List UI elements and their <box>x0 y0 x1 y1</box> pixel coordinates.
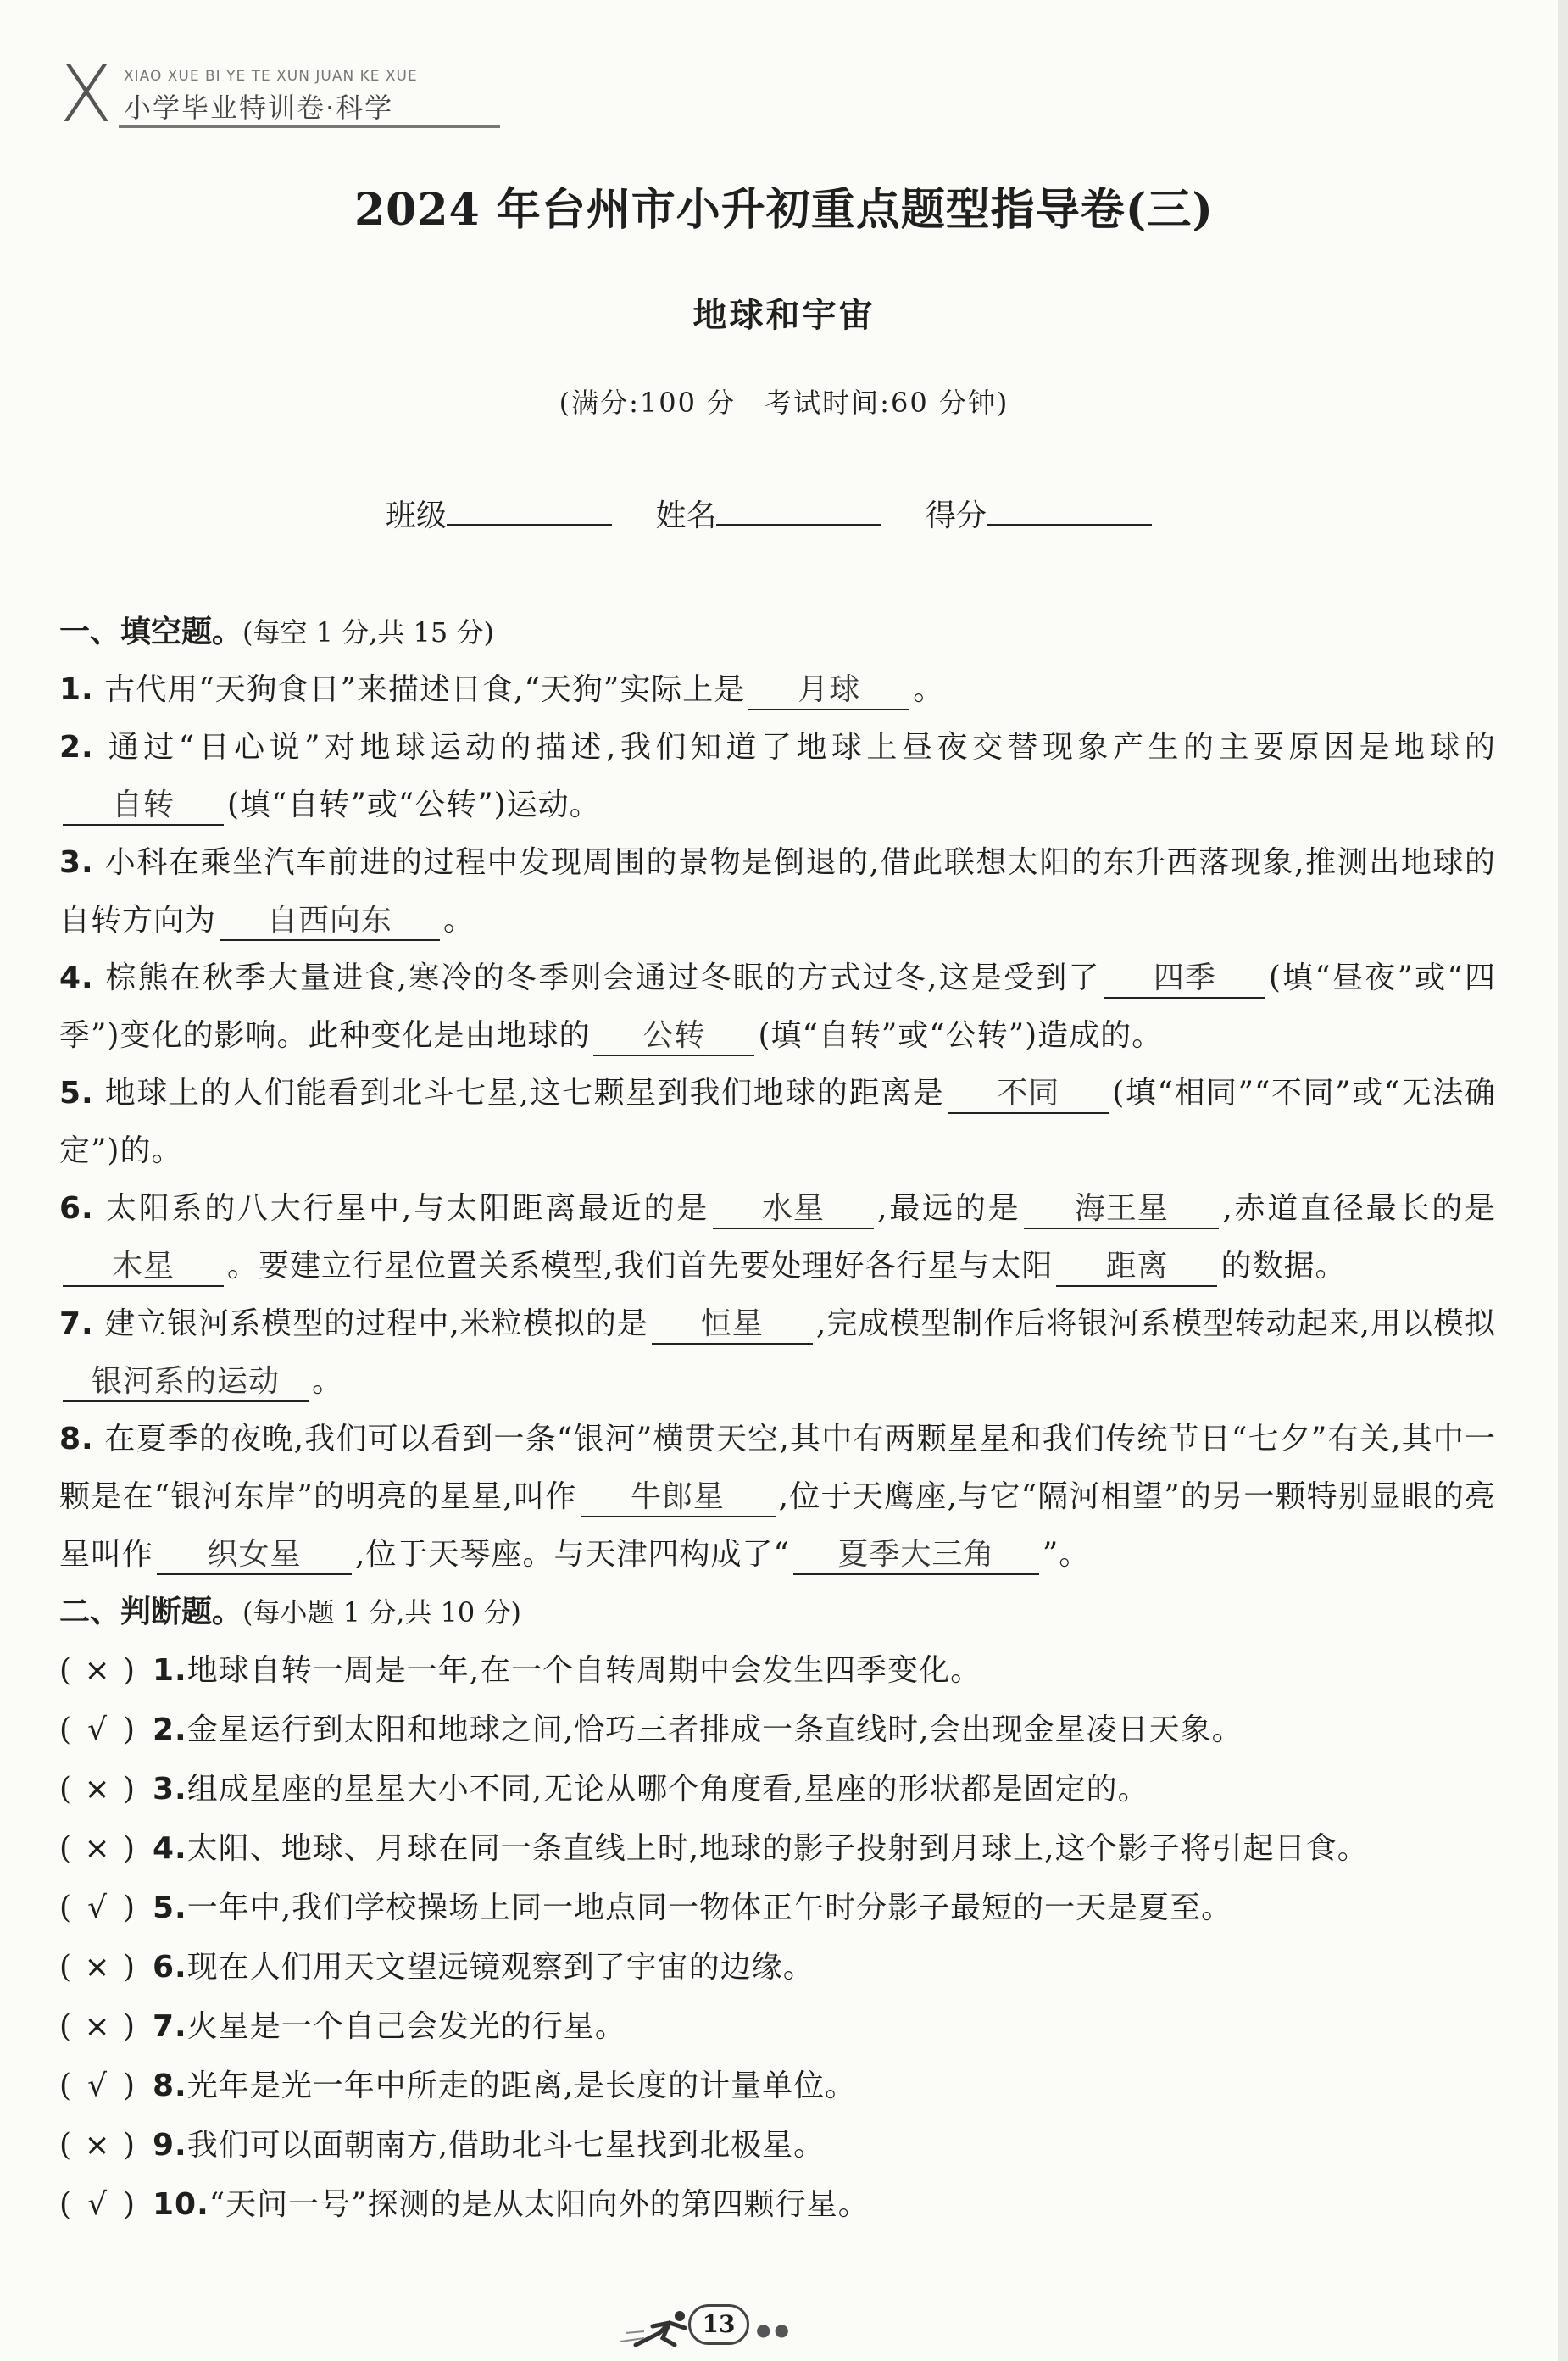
page-number: 13 <box>688 2304 749 2345</box>
question-text: ,完成模型制作后将银河系模型转动起来,用以模拟 <box>815 1306 1496 1341</box>
judge-number: 4. <box>153 1831 187 1866</box>
judge-text: 组成星座的星星大小不同,无论从哪个角度看,星座的形状都是固定的。 <box>186 1772 1149 1807</box>
question-text: 古代用“天狗食日”来描述日食,“天狗”实际上是 <box>104 672 746 707</box>
answer-blank[interactable]: 四季 <box>1104 960 1265 999</box>
judge-number: 1. <box>153 1653 187 1688</box>
judge-mark[interactable]: × <box>84 2128 111 2163</box>
answer-blank[interactable]: 恒星 <box>652 1306 813 1345</box>
question-text: ”。 <box>1042 1537 1091 1572</box>
judge-number: 2. <box>153 1712 187 1747</box>
question-text: 。 <box>443 903 475 938</box>
judge-mark[interactable]: × <box>84 1950 111 1985</box>
question-number: 4. <box>59 961 94 995</box>
judge-text: 地球自转一周是一年,在一个自转周期中会发生四季变化。 <box>186 1653 982 1688</box>
name-blank[interactable] <box>716 493 881 526</box>
judge-item: ( √ ) 8.光年是光一年中所走的距离,是长度的计量单位。 <box>59 2057 1496 2116</box>
judge-text: 光年是光一年中所走的距离,是长度的计量单位。 <box>186 2069 857 2103</box>
question-text: 小科在乘坐汽车前进的过程中发现周围的景物是倒退的,借此联想太阳的东升西落现象,推测出地球的自转方向为 <box>59 845 1496 938</box>
question-text: ,最远的是 <box>877 1191 1021 1226</box>
fill-question-7 <box>59 1295 1496 1411</box>
series-underline <box>119 125 500 128</box>
judge-number: 8. <box>153 2069 187 2103</box>
judge-item: ( × ) 1.地球自转一周是一年,在一个自转周期中会发生四季变化。 <box>59 1641 1496 1701</box>
judge-mark[interactable]: × <box>84 1653 111 1688</box>
answer-blank[interactable]: 距离 <box>1056 1248 1217 1287</box>
fill-question-3 <box>59 834 1496 949</box>
judge-number: 10. <box>153 2187 209 2222</box>
question-text: 。 <box>913 672 945 707</box>
fill-question-8 <box>59 1411 1496 1584</box>
section-fill-heading <box>59 604 1496 661</box>
judge-mark[interactable]: √ <box>87 2069 108 2103</box>
series-logo-letter: X <box>59 49 114 140</box>
class-label: 班级 <box>386 498 448 533</box>
judge-mark[interactable]: × <box>84 2009 111 2044</box>
question-number: 2. <box>59 730 94 765</box>
answer-blank[interactable]: 水星 <box>713 1190 874 1229</box>
judge-mark[interactable]: × <box>84 1831 111 1866</box>
judge-text: 太阳、地球、月球在同一条直线上时,地球的影子投射到月球上,这个影子将引起日食。 <box>186 1831 1369 1866</box>
answer-blank[interactable]: 月球 <box>748 671 909 710</box>
name-field <box>655 492 881 535</box>
question-text: (填“昼夜”或“四季”)变化的影响。此种变化是由地球的 <box>59 961 1497 1053</box>
question-number: 8. <box>59 1422 94 1456</box>
question-text: 。 <box>312 1364 344 1399</box>
fill-question-5 <box>59 1065 1496 1180</box>
question-number: 3. <box>59 845 94 880</box>
class-blank[interactable] <box>447 493 612 526</box>
fill-question-6 <box>59 1180 1496 1295</box>
judge-item: ( √ ) 2.金星运行到太阳和地球之间,恰巧三者排成一条直线时,会出现金星凌日天象。 <box>59 1701 1496 1760</box>
answer-blank[interactable]: 公转 <box>593 1017 754 1056</box>
question-number: 1. <box>59 672 94 707</box>
score-blank[interactable] <box>987 493 1152 526</box>
page-subtitle: 地球和宇宙 <box>692 296 876 335</box>
answer-blank[interactable]: 不同 <box>948 1075 1109 1114</box>
score-label: 得分 <box>925 498 987 533</box>
page-title: 2024 年台州市小升初重点题型指导卷(三) <box>353 184 1215 236</box>
question-number: 6. <box>59 1191 94 1226</box>
section-judge-title: 二、判断题。 <box>59 1595 243 1629</box>
judge-mark[interactable]: √ <box>87 1712 108 1747</box>
judge-mark[interactable]: √ <box>87 2187 108 2222</box>
series-header <box>59 49 534 140</box>
question-text: 在夏季的夜晚,我们可以看到一条“银河”横贯天空,其中有两颗星星和我们传统节日“七夕”有关,其中一颗是在“银河东岸”的明亮的星星,叫作 <box>59 1422 1496 1514</box>
answer-blank[interactable]: 夏季大三角 <box>793 1536 1039 1575</box>
exam-content <box>59 604 1496 2235</box>
class-field <box>386 492 612 535</box>
answer-blank[interactable]: 牛郎星 <box>581 1478 776 1517</box>
judge-text: 一年中,我们学校操场上同一地点同一物体正午时分影子最短的一天是夏至。 <box>186 1890 1233 1925</box>
judge-number: 6. <box>153 1950 187 1985</box>
question-text: (填“自转”或“公转”)造成的。 <box>758 1018 1164 1053</box>
question-text: 棕熊在秋季大量进食,寒冷的冬季则会通过冬眠的方式过冬,这是受到了 <box>105 961 1101 995</box>
series-pinyin: XIAO XUE BI YE TE XUN JUAN KE XUE <box>124 68 418 85</box>
question-number: 7. <box>59 1306 94 1341</box>
question-text: (填“相同”“不同”或“无法确定”)的。 <box>59 1076 1496 1168</box>
answer-blank[interactable]: 织女星 <box>157 1536 352 1575</box>
page-dots: ●● <box>756 2319 792 2340</box>
answer-blank[interactable]: 海王星 <box>1024 1190 1219 1229</box>
score-field <box>926 492 1152 535</box>
fill-question-4 <box>59 949 1496 1065</box>
fill-question-1 <box>59 661 1496 719</box>
question-text: ,位于天琴座。与天津四构成了“ <box>355 1537 790 1572</box>
judge-number: 7. <box>153 2009 187 2044</box>
question-text: ,位于天鹰座,与它“隔河相望”的另一颗特别显眼的亮星叫作 <box>59 1479 1496 1572</box>
question-text: 。要建立行星位置关系模型,我们首先要处理好各行星与太阳 <box>227 1249 1054 1284</box>
answer-blank[interactable]: 自西向东 <box>220 902 440 941</box>
question-text: 建立银河系模型的过程中,米粒模拟的是 <box>104 1306 648 1341</box>
section-fill-title: 一、填空题。 <box>59 615 243 649</box>
judge-item: ( × ) 3.组成星座的星星大小不同,无论从哪个角度看,星座的形状都是固定的。 <box>59 1760 1496 1819</box>
question-text: ,赤道直径最长的是 <box>1222 1191 1496 1226</box>
answer-blank[interactable]: 银河系的运动 <box>63 1363 309 1402</box>
question-text: 的数据。 <box>1220 1249 1347 1284</box>
judge-item: ( √ ) 5.一年中,我们学校操场上同一地点同一物体正午时分影子最短的一天是夏至。 <box>59 1879 1496 1938</box>
series-name: 小学毕业特训卷·科学 <box>124 92 394 124</box>
judge-number: 9. <box>153 2128 187 2163</box>
judge-text: “天问一号”探测的是从太阳向外的第四颗行星。 <box>209 2187 870 2222</box>
question-number: 5. <box>59 1076 94 1111</box>
fill-question-2 <box>59 719 1496 834</box>
judge-text: 我们可以面朝南方,借助北斗七星找到北极星。 <box>186 2128 826 2163</box>
judge-mark[interactable]: × <box>84 1772 111 1807</box>
section-judge-note: (每小题 1 分,共 10 分) <box>242 1596 521 1629</box>
judge-number: 5. <box>153 1890 187 1925</box>
answer-blank[interactable]: 木星 <box>63 1248 224 1287</box>
judge-mark[interactable]: √ <box>87 1890 108 1925</box>
judge-item: ( × ) 4.太阳、地球、月球在同一条直线上时,地球的影子投射到月球上,这个影子将引起日食。 <box>59 1819 1496 1879</box>
judge-number: 3. <box>153 1772 187 1807</box>
page-footer <box>0 2299 1568 2350</box>
question-text: 地球上的人们能看到北斗七星,这七颗星到我们地球的距离是 <box>104 1076 945 1111</box>
judge-item: ( × ) 9.我们可以面朝南方,借助北斗七星找到北极星。 <box>59 2116 1496 2175</box>
judge-text: 火星是一个自己会发光的行星。 <box>186 2009 626 2044</box>
judge-item: ( × ) 7.火星是一个自己会发光的行星。 <box>59 1997 1496 2057</box>
section-judge-heading <box>59 1584 1496 1641</box>
judge-item: ( √ ) 10.“天问一号”探测的是从太阳向外的第四颗行星。 <box>59 2175 1496 2235</box>
judge-item: ( × ) 6.现在人们用天文望远镜观察到了宇宙的边缘。 <box>59 1938 1496 1997</box>
question-text: (填“自转”或“公转”)运动。 <box>227 788 601 822</box>
page-edge <box>1558 0 1568 2361</box>
name-label: 姓名 <box>655 498 717 533</box>
answer-blank[interactable]: 自转 <box>63 787 224 826</box>
question-text: 太阳系的八大行星中,与太阳距离最近的是 <box>105 1191 710 1226</box>
judge-text: 现在人们用天文望远镜观察到了宇宙的边缘。 <box>186 1950 815 1985</box>
judge-text: 金星运行到太阳和地球之间,恰巧三者排成一条直线时,会出现金星凌日天象。 <box>186 1712 1243 1747</box>
section-fill-note: (每空 1 分,共 15 分) <box>242 616 494 649</box>
student-info-row <box>386 492 1186 535</box>
question-text: 通过“日心说”对地球运动的描述,我们知道了地球上昼夜交替现象产生的主要原因是地球的 <box>108 730 1496 765</box>
exam-info: (满分:100 分 考试时间:60 分钟) <box>559 387 1009 419</box>
